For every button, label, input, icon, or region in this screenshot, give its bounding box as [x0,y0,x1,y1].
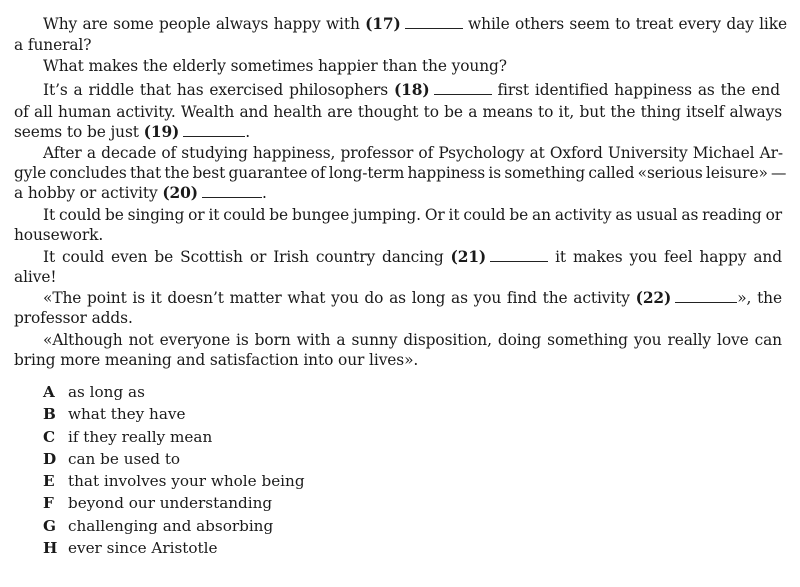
gap-number: (17) [365,15,401,33]
option-text: what they have [68,405,186,424]
option-text: can be used to [68,449,181,468]
gap-number: (18) [393,81,430,99]
passage-line [14,225,103,245]
gap-number: (20) [162,184,198,202]
passage-text: professor adds. [14,309,133,327]
passage-line [14,183,267,203]
gap-number: (21) [450,248,487,266]
passage-line [14,35,91,55]
passage-text: housework. [14,226,104,244]
option-text: beyond our understanding [68,494,273,513]
passage-line [14,102,782,122]
answer-blank [490,249,548,262]
option-letter: H [43,539,58,558]
passage-line [43,205,782,225]
passage-text: », the [737,289,782,307]
passage-line [43,143,783,163]
passage-line [43,56,507,76]
passage-text: alive! [14,268,57,286]
option-letter: D [43,449,57,468]
option-text: if they really mean [68,427,213,446]
passage-text: . [261,184,267,202]
passage-line [14,122,250,142]
passage-line [14,350,418,370]
passage-text: What makes the elderly sometimes happier than the young? [43,57,507,75]
passage-text: «The point is it doesn’t matter what you do as long as you find the activity [43,289,636,307]
passage-text: a funeral? [14,36,92,54]
passage-text: . [245,123,251,141]
passage-line [43,14,787,34]
passage-line [43,80,780,100]
gap-number: (19) [143,123,180,141]
answer-blank [202,185,262,198]
passage-line [14,267,56,287]
passage-text: It could be singing or it could be bungee jumping. Or it could be an activity as usual as reading or [43,206,782,224]
option-text: challenging and absorbing [68,516,274,535]
option-letter: F [43,494,54,513]
answer-blank [405,16,463,29]
option-text: ever since Aristotle [68,539,218,558]
passage-text: It’s a riddle that has exercised philosophers [43,81,394,99]
answer-blank [183,124,245,137]
option-letter: C [43,427,56,446]
passage-line [43,247,782,267]
option-letter: G [43,516,56,535]
passage-text: It could even be Scottish or Irish country dancing [43,248,451,266]
option-text: that involves your whole being [68,472,305,491]
passage-line [14,308,133,328]
passage-text: first identified happiness as the end [491,81,781,99]
passage-text: «Although not everyone is born with a sunny disposition, doing something you really love can [43,331,782,349]
answer-blank [675,290,737,303]
passage-text: while others seem to treat every day like [462,15,787,33]
passage-text: Why are some people always happy with [43,15,366,33]
passage-text: seems to be just [14,123,144,141]
passage-text: gyle concludes that the best guarantee of long-term happiness is something called «serious leisure» — [14,164,787,182]
option-letter: A [43,383,55,401]
passage-line [14,163,786,183]
option-text: as long as [68,383,145,401]
passage-text: bring more meaning and satisfaction into our lives». [14,351,419,369]
option-letter: B [43,405,56,424]
answer-blank [434,82,492,95]
option-letter: E [43,472,55,491]
passage-text: After a decade of studying happiness, professor of Psychology at Oxford University Michael Ar- [43,144,783,162]
passage-text: it makes you feel happy and [548,248,782,266]
passage-line [43,288,782,308]
passage-text: a hobby or activity [14,184,163,202]
passage-text: of all human activity. Wealth and health are thought to be a means to it, but the thing itself always [14,103,782,121]
passage-line [43,330,782,350]
gap-number: (22) [635,289,672,307]
